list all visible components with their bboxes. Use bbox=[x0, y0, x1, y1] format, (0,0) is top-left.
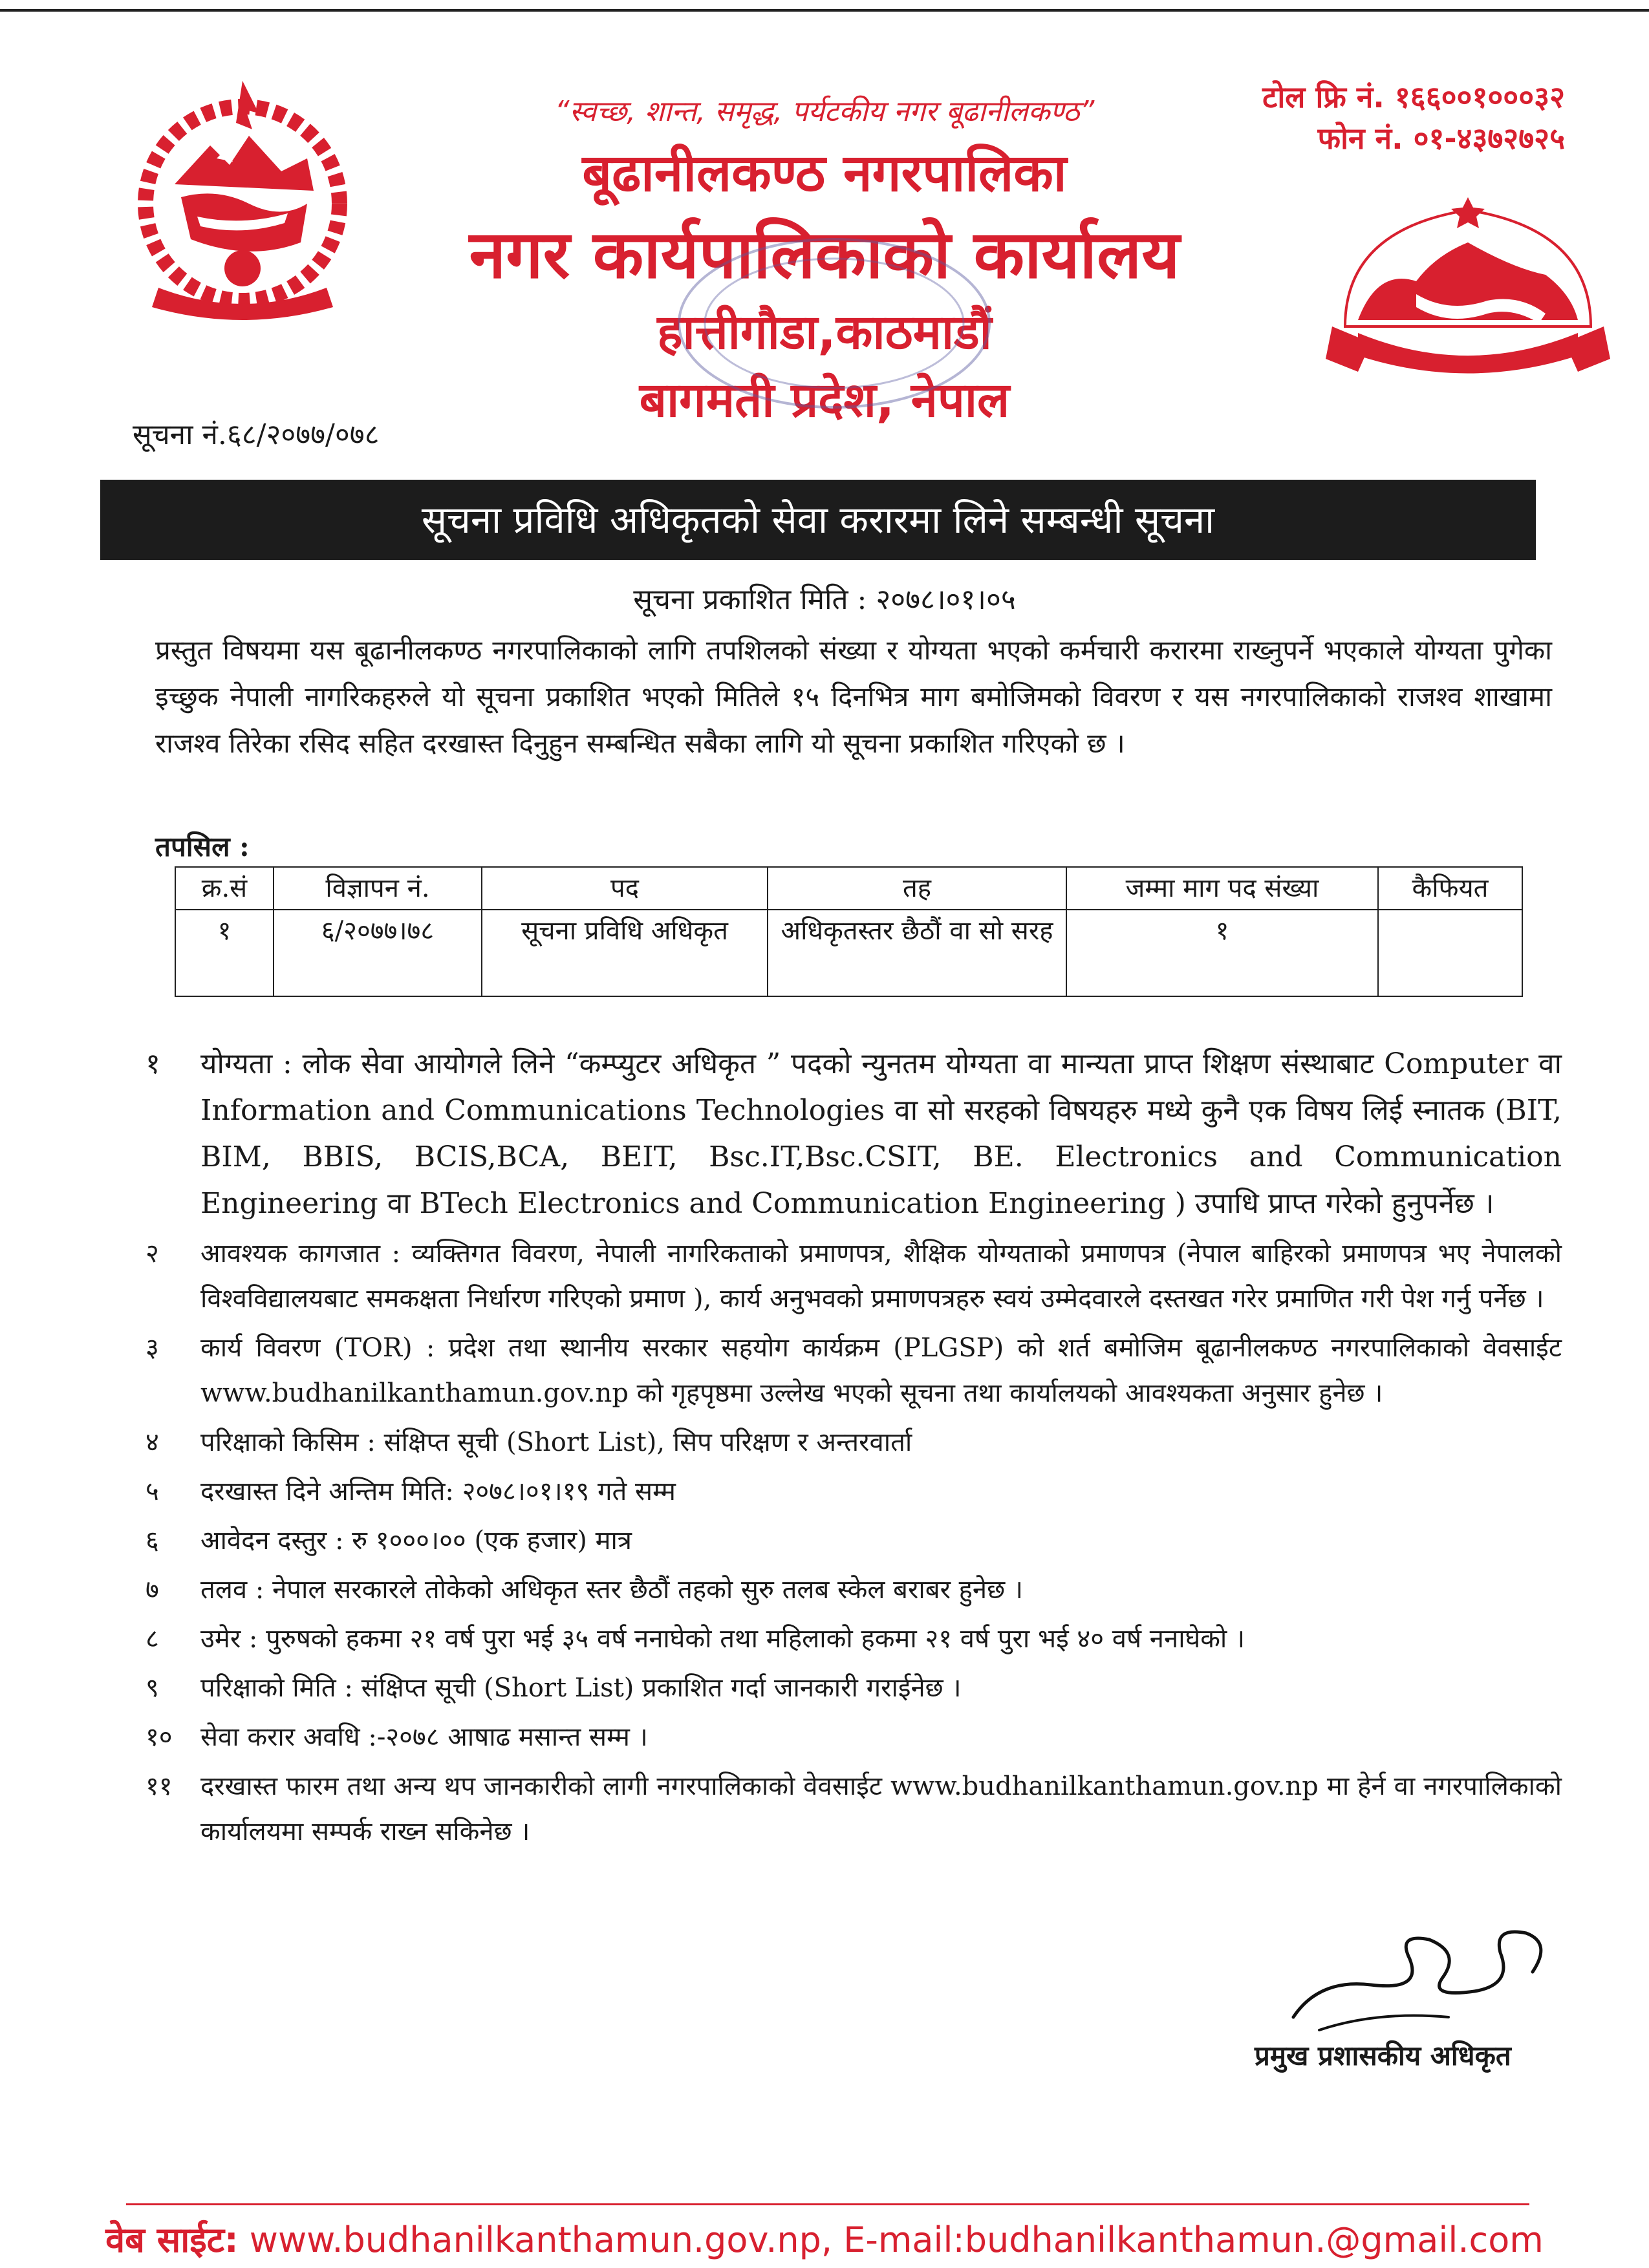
list-item bbox=[146, 1325, 1562, 1416]
intro-paragraph: प्रस्तुत विषयमा यस बूढानीलकण्ठ नगरपालिकाको लागि तपशिलको संख्या र योग्यता भएको कर्मचारी करारमा राख्नुपर्ने भएकाले योग्यता पुगेका इच्छुक नेपाली नागरिकहरुले यो सूचना प्रकाशित भएको मितिले १५ दिनभित्र माग बमोजिमको विवरण र यस नगरपालिकाको राजश्व शाखामा राजश्व तिरेका रसिद सहित दरखास्त दिनुहुन सम्बन्धित सबैका लागि यो सूचना प्रकाशित गरिएको छ । bbox=[155, 634, 1553, 759]
item-number: ७ bbox=[146, 1575, 159, 1605]
office-stamp-icon bbox=[666, 226, 1002, 420]
cell-ad-no: ६/२०७७।७८ bbox=[274, 910, 482, 996]
list-item bbox=[146, 1469, 1562, 1514]
item-text: उमेर : पुरुषको हकमा २१ वर्ष पुरा भई ३५ वर्ष ननाघेको तथा महिलाको हकमा २१ वर्ष पुरा भई ४० वर्ष ननाघेको । bbox=[200, 1624, 1245, 1654]
list-item bbox=[146, 1567, 1562, 1612]
item-text: आवश्यक कागजात : व्यक्तिगत विवरण, नेपाली नागरिकताको प्रमाणपत्र, शैक्षिक योग्यताको प्रमाणपत्र (नेपाल बाहिरको प्रमाणपत्र भए नेपालको विश्वविद्यालयबाट समकक्षता निर्धारण गरिएको प्रमाण ), कार्य अनुभवको प्रमाणपत्रहरु स्वयं उम्मेदवारले दस्तखत गरेर प्रमाणित गरी पेश गर्नु पर्नेछ । bbox=[200, 1239, 1562, 1314]
header-slogan: “स्वच्छ, शान्त, समृद्ध, पर्यटकीय नगर बूढानीलकण्ठ” bbox=[554, 95, 1095, 128]
header-post: पद bbox=[482, 867, 768, 910]
footer-contact bbox=[0, 2214, 1649, 2262]
cell-post: सूचना प्रविधि अधिकृत bbox=[482, 910, 768, 996]
phone-number: फोन नं. ०१-४३७२७२५ bbox=[1317, 121, 1565, 156]
notice-number: सूचना नं.६८/२०७७/०७८ bbox=[133, 418, 380, 451]
list-item bbox=[146, 1420, 1562, 1465]
item-text: कार्य विवरण (TOR) : प्रदेश तथा स्थानीय सरकार सहयोग कार्यक्रम (PLGSP) को शर्त बमोजिम बूढानीलकण्ठ नगरपालिकाको वेवसाईट www.budhanilkanthamun.gov.np को गृहपृष्ठमा उल्लेख भएको सूचना तथा कार्यालयको आवश्यकता अनुसार हुनेछ । bbox=[200, 1333, 1562, 1408]
header-level: तह bbox=[768, 867, 1066, 910]
list-item bbox=[146, 1231, 1562, 1321]
list-item bbox=[146, 1041, 1562, 1227]
office-name: नगर कार्यपालिकाको कार्यालय bbox=[469, 217, 1180, 294]
header-ad-no: विज्ञापन नं. bbox=[274, 867, 482, 910]
list-item bbox=[146, 1665, 1562, 1711]
item-text: दरखास्त दिने अन्तिम मिति: २०७८।०१।१९ गते सम्म bbox=[200, 1477, 676, 1506]
municipality-name: बूढानीलकण्ठ नगरपालिका bbox=[582, 143, 1067, 203]
item-number: ३ bbox=[146, 1333, 159, 1363]
published-date: सूचना प्रकाशित मिति : २०७८।०१।०५ bbox=[633, 583, 1016, 616]
footer-text: www.budhanilkanthamun.gov.np, E-mail:budhanilkanthamun.@gmail.com bbox=[249, 2220, 1544, 2260]
item-number: ५ bbox=[146, 1477, 159, 1506]
item-number: ८ bbox=[146, 1624, 159, 1654]
item-text: योग्यता : लोक सेवा आयोगले लिने “कम्प्युटर अधिकृत ” पदको न्युनतम योग्यता वा मान्यता प्राप्त शिक्षण संस्थाबाट Computer वा Information and Communications Technologies वा सो सरहको विषयहरु मध्ये कुनै एक विषय लिई स्नातक (BIT, BIM, BBIS, BCIS,BCA, BEIT, Bsc.IT,Bsc.CSIT, BE. Electronics and Communication Engineering वा BTech Electronics and Communication Engineering ) उपाधि प्राप्त गरेको हुनुपर्नेछ । bbox=[200, 1047, 1562, 1220]
list-item bbox=[146, 1764, 1562, 1854]
details-label: तपसिल : bbox=[155, 831, 250, 862]
header-remarks: कैफियत bbox=[1378, 867, 1522, 910]
cell-remarks bbox=[1378, 910, 1522, 996]
office-address: हात्तीगौडा,काठमाडौं bbox=[657, 305, 992, 360]
item-text: परिक्षाको किसिम : संक्षिप्त सूची (Short List), सिप परिक्षण र अन्तरवार्ता bbox=[200, 1428, 912, 1457]
item-text: परिक्षाको मिति : संक्षिप्त सूची (Short List) प्रकाशित गर्दा जानकारी गराईनेछ । bbox=[200, 1673, 962, 1703]
signatory-title: प्रमुख प्रशासकीय अधिकृत bbox=[1255, 2040, 1511, 2071]
header-serial: क्र.सं bbox=[175, 867, 274, 910]
cell-total: १ bbox=[1066, 910, 1378, 996]
contact-block bbox=[1262, 76, 1565, 159]
signature-icon bbox=[1280, 1914, 1578, 2043]
notice-title: सूचना प्रविधि अधिकृतको सेवा करारमा लिने सम्बन्धी सूचना bbox=[100, 480, 1536, 560]
item-text: तलव : नेपाल सरकारले तोकेको अधिकृत स्तर छैठौं तहको सुरु तलब स्केल बराबर हुनेछ । bbox=[200, 1575, 1024, 1605]
item-text: आवेदन दस्तुर : रु १०००।०० (एक हजार) मात्र bbox=[200, 1526, 632, 1556]
conditions-list bbox=[146, 1041, 1562, 1858]
item-text: सेवा करार अवधि :-२०७८ आषाढ मसान्त सम्म । bbox=[200, 1722, 648, 1752]
item-number: १ bbox=[146, 1047, 160, 1080]
header-total: जम्मा माग पद संख्या bbox=[1066, 867, 1378, 910]
item-number: ४ bbox=[146, 1428, 159, 1457]
table-header-row bbox=[175, 867, 1522, 910]
list-item bbox=[146, 1616, 1562, 1662]
tollfree-number: टोल फ्रि नं. १६६००१०००३२ bbox=[1262, 80, 1565, 114]
item-number: ६ bbox=[146, 1526, 159, 1556]
item-number: १० bbox=[146, 1722, 173, 1752]
footer-divider bbox=[126, 2203, 1529, 2205]
list-item bbox=[146, 1518, 1562, 1563]
item-number: ११ bbox=[146, 1771, 173, 1801]
item-text: दरखास्त फारम तथा अन्य थप जानकारीको लागी नगरपालिकाको वेवसाईट www.budhanilkanthamun.gov.np मा हेर्न वा नगरपालिकाको कार्यालयमा सम्पर्क राख्न सकिनेछ । bbox=[200, 1771, 1562, 1846]
table-row bbox=[175, 910, 1522, 996]
office-province: बागमती प्रदेश, नेपाल bbox=[639, 372, 1010, 428]
item-number: २ bbox=[146, 1239, 159, 1268]
cell-serial: १ bbox=[175, 910, 274, 996]
item-number: ९ bbox=[146, 1673, 159, 1703]
list-item bbox=[146, 1715, 1562, 1760]
footer-label: वेब साईट: bbox=[105, 2220, 239, 2260]
vacancy-table bbox=[175, 866, 1523, 997]
cell-level: अधिकृतस्तर छैठौं वा सो सरह bbox=[768, 910, 1066, 996]
top-border bbox=[0, 9, 1649, 12]
